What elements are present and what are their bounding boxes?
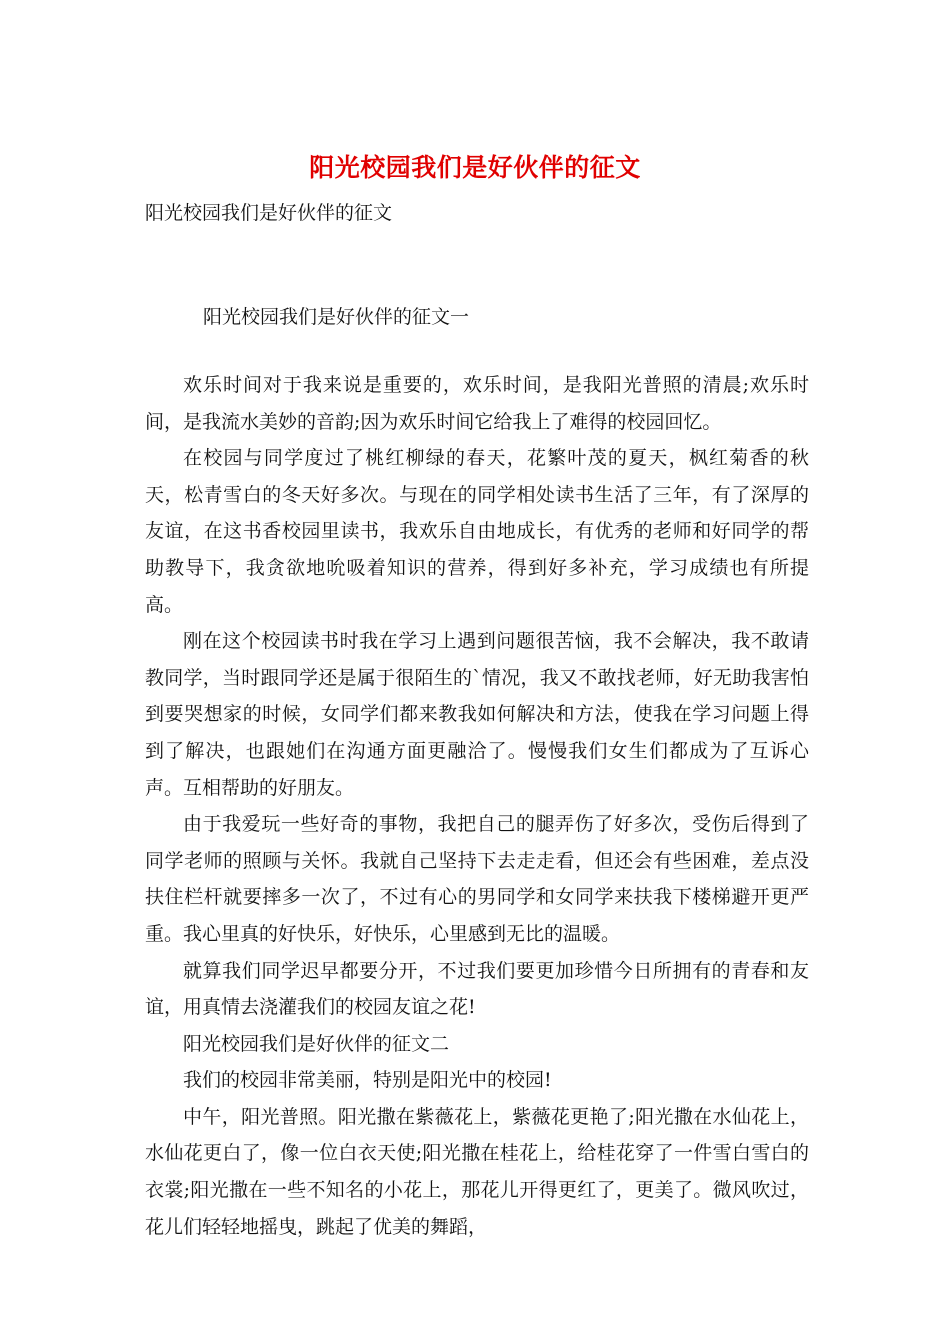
- paragraph: 由于我爱玩一些好奇的事物，我把自己的腿弄伤了好多次，受伤后得到了同学老师的照顾与关怀。我就自己坚持下去走走看，但还会有些困难，差点没扶住栏杆就要摔多一次了，不过有心的男同学和女同学来扶我下楼梯避开更严重。我心里真的好快乐，好快乐，心里感到无比的温暖。: [145, 813, 809, 945]
- document-body: [145, 367, 809, 1245]
- paragraph: 就算我们同学迟早都要分开，不过我们要更加珍惜今日所拥有的青春和友谊，用真情去浇灌我们的校园友谊之花!: [145, 959, 809, 1019]
- paragraph: 欢乐时间对于我来说是重要的，欢乐时间，是我阳光普照的清晨;欢乐时间，是我流水美妙的音韵;因为欢乐时间它给我上了难得的校园回忆。: [145, 374, 809, 433]
- paragraph: 刚在这个校园读书时我在学习上遇到问题很苦恼，我不会解决，我不敢请教同学，当时跟同学还是属于很陌生的`情况，我又不敢找老师，好无助我害怕到要哭想家的时候，女同学们都来教我如何解决和方法，使我在学习问题上得到了解决，也跟她们在沟通方面更融洽了。慢慢我们女生们都成为了互诉心声。互相帮助的好朋友。: [145, 630, 809, 799]
- paragraph: 在校园与同学度过了桃红柳绿的春天，花繁叶茂的夏天，枫红菊香的秋天，松青雪白的冬天好多次。与现在的同学相处读书生活了三年，有了深厚的友谊，在这书香校园里读书，我欢乐自由地成长，有优秀的老师和好同学的帮助教导下，我贪欲地吮吸着知识的营养，得到好多补充，学习成绩也有所提高。: [145, 447, 809, 616]
- document-title: 阳光校园我们是好伙伴的征文: [309, 153, 641, 182]
- paragraph: 中午，阳光普照。阳光撒在紫薇花上，紫薇花更艳了;阳光撒在水仙花上，水仙花更白了，像一位白衣天使;阳光撒在桂花上，给桂花穿了一件雪白雪白的衣裳;阳光撒在一些不知名的小花上，那花儿开得更红了，更美了。微风吹过，花儿们轻轻地摇曳，跳起了优美的舞蹈，: [145, 1105, 809, 1238]
- paragraph: 我们的校园非常美丽，特别是阳光中的校园!: [183, 1069, 552, 1092]
- document-subtitle: 阳光校园我们是好伙伴的征文: [145, 202, 393, 224]
- section-two-heading: 阳光校园我们是好伙伴的征文二: [183, 1032, 450, 1055]
- section-one-heading: 阳光校园我们是好伙伴的征文一: [203, 306, 470, 328]
